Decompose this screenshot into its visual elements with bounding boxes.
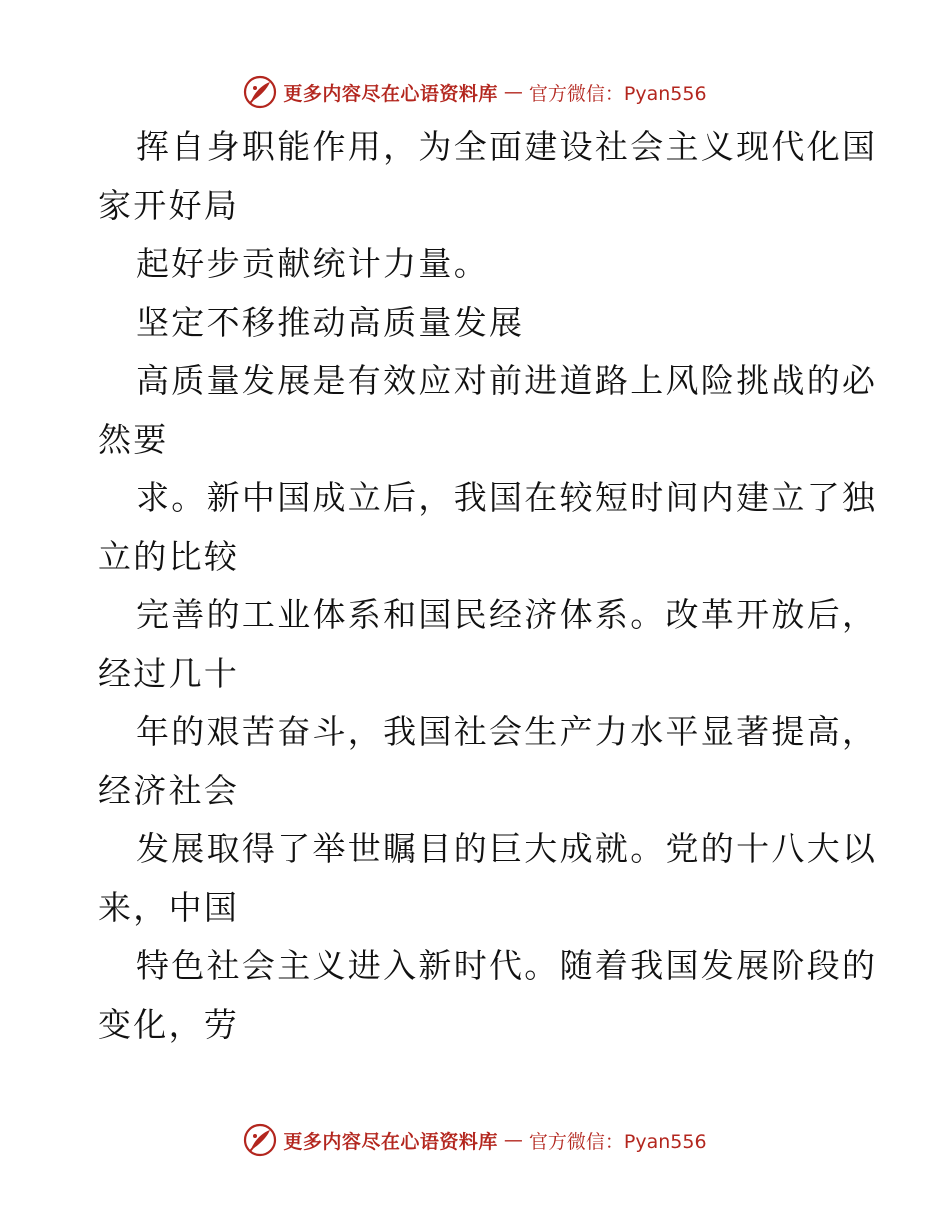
watermark-brand-text: 更多内容尽在心语资料库 xyxy=(283,1130,498,1153)
header-watermark xyxy=(0,72,950,112)
body-line: 变化，劳 xyxy=(98,1004,240,1044)
body-line: 家开好局 xyxy=(98,185,240,225)
body-line: 起好步贡献统计力量。 xyxy=(136,244,489,283)
body-line: 然要 xyxy=(98,419,169,459)
quill-pen-logo-icon xyxy=(243,75,277,109)
document-body xyxy=(98,118,878,1054)
watermark-brand-text: 更多内容尽在心语资料库 xyxy=(283,82,498,105)
body-line: 高质量发展是有效应对前进道路上风险挑战的必 xyxy=(136,361,878,400)
footer-watermark xyxy=(0,1120,950,1160)
body-line: 完善的工业体系和国民经济体系。改革开放后， xyxy=(136,595,878,634)
body-line: 年的艰苦奋斗，我国社会生产力水平显著提高， xyxy=(136,712,878,751)
quill-pen-logo-icon xyxy=(243,1123,277,1157)
body-line: 求。新中国成立后，我国在较短时间内建立了独 xyxy=(136,478,878,517)
watermark-separator: — xyxy=(503,1129,523,1151)
body-line: 经过几十 xyxy=(98,653,240,693)
body-line: 坚定不移推动高质量发展 xyxy=(136,302,525,342)
body-line: 挥自身职能作用，为全面建设社会主义现代化国 xyxy=(136,127,878,166)
body-line: 特色社会主义进入新时代。随着我国发展阶段的 xyxy=(136,946,878,985)
body-line: 发展取得了举世瞩目的巨大成就。党的十八大以 xyxy=(136,829,878,868)
watermark-contact-text: 官方微信：Pyan556 xyxy=(528,82,707,105)
body-line: 立的比较 xyxy=(98,536,240,576)
watermark-contact-text: 官方微信：Pyan556 xyxy=(528,1130,707,1153)
body-line: 经济社会 xyxy=(98,770,240,810)
watermark-separator: — xyxy=(503,81,523,103)
body-line: 来，中国 xyxy=(98,887,240,927)
